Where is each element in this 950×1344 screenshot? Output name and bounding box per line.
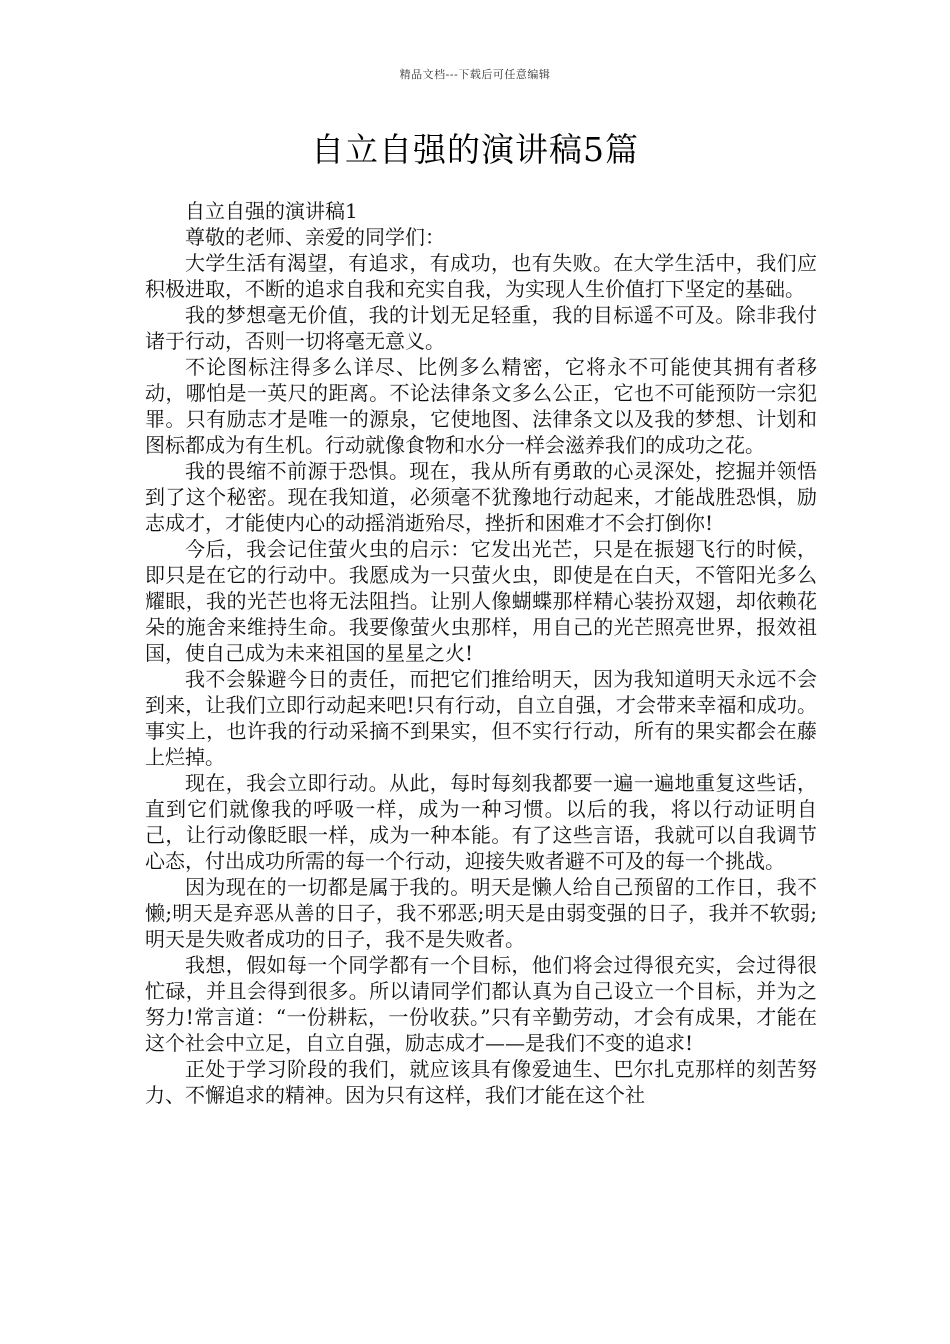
document-body bbox=[145, 198, 817, 1108]
document-title: 自立自强的演讲稿5篇 bbox=[311, 130, 639, 169]
header-note: 精品文档---下载后可任意编辑 bbox=[399, 68, 551, 81]
body-paragraph: 我的梦想毫无价值，我的计划无足轻重，我的目标遥不可及。除非我付诸于行动，否则一切将毫无意义。 bbox=[145, 303, 817, 353]
body-paragraph: 今后，我会记住萤火虫的启示：它发出光芒，只是在振翅飞行的时候，即只是在它的行动中。我愿成为一只萤火虫，即使是在白天，不管阳光多么耀眼，我的光芒也将无法阻挡。让别人像蝴蝶那样精心装扮双翅，却依赖花朵的施舍来维持生命。我要像萤火虫那样，用自己的光芒照亮世界，报效祖国，使自己成为未来祖国的星星之火! bbox=[145, 537, 817, 665]
body-paragraph: 因为现在的一切都是属于我的。明天是懒人给自己预留的工作日，我不懒;明天是弃恶从善的日子，我不邪恶;明天是由弱变强的日子，我并不软弱;明天是失败者成功的日子，我不是失败者。 bbox=[145, 875, 817, 951]
body-paragraph: 大学生活有渴望，有追求，有成功，也有失败。在大学生活中，我们应积极进取，不断的追求自我和充实自我，为实现人生价值打下坚定的基础。 bbox=[145, 251, 817, 301]
body-paragraph: 正处于学习阶段的我们，就应该具有像爱迪生、巴尔扎克那样的刻苦努力、不懈追求的精神。因为只有这样，我们才能在这个社 bbox=[145, 1057, 817, 1107]
body-paragraph: 现在，我会立即行动。从此，每时每刻我都要一遍一遍地重复这些话，直到它们就像我的呼吸一样，成为一种习惯。以后的我，将以行动证明自己，让行动像眨眼一样，成为一种本能。有了这些言语，我就可以自我调节心态，付出成功所需的每一个行动，迎接失败者避不可及的每一个挑战。 bbox=[145, 771, 817, 873]
body-paragraph: 我的畏缩不前源于恐惧。现在，我从所有勇敢的心灵深处，挖掘并领悟到了这个秘密。现在我知道，必须毫不犹豫地行动起来，才能战胜恐惧，励志成才，才能使内心的动摇消逝殆尽，挫折和困难才不会打倒你! bbox=[145, 459, 817, 535]
body-paragraph: 我想，假如每一个同学都有一个目标，他们将会过得很充实，会过得很忙碌，并且会得到很多。所以请同学们都认真为自己设立一个目标，并为之努力!常言道：“一份耕耘，一份收获。”只有辛勤劳动，才会有成果，才能在这个社会中立足，自立自强，励志成才——是我们不变的追求! bbox=[145, 953, 817, 1055]
salutation: 尊敬的老师、亲爱的同学们： bbox=[185, 225, 445, 249]
body-paragraph: 我不会躲避今日的责任，而把它们推给明天，因为我知道明天永远不会到来，让我们立即行动起来吧!只有行动，自立自强，才会带来幸福和成功。事实上，也许我的行动采摘不到果实，但不实行行动，所有的果实都会在藤上烂掉。 bbox=[145, 667, 817, 769]
body-paragraph: 不论图标注得多么详尽、比例多么精密，它将永不可能使其拥有者移动，哪怕是一英尺的距离。不论法律条文多么公正，它也不可能预防一宗犯罪。只有励志才是唯一的源泉，它使地图、法律条文以及我的梦想、计划和图标都成为有生机。行动就像食物和水分一样会滋养我们的成功之花。 bbox=[145, 355, 817, 457]
subtitle-line: 自立自强的演讲稿1 bbox=[185, 199, 358, 223]
